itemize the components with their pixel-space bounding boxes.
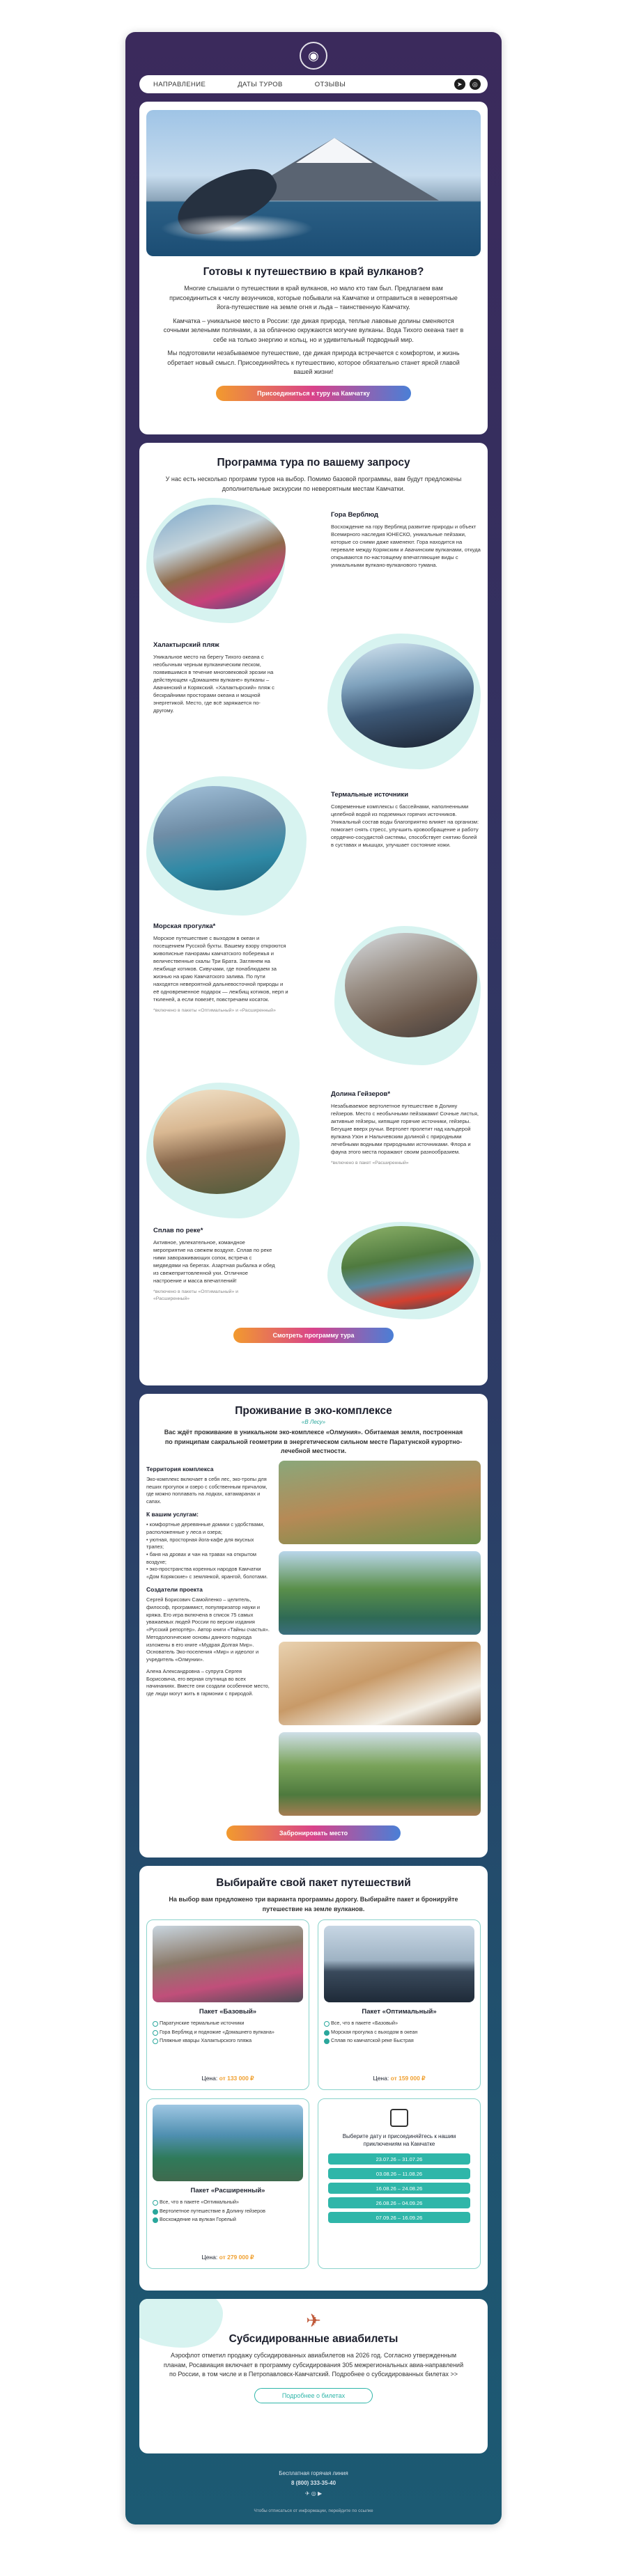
package-bullet: Все, что в пакете «Базовый» <box>331 2020 474 2027</box>
package-basic[interactable] <box>146 1919 309 2090</box>
instagram-icon[interactable]: ◎ <box>470 79 481 90</box>
eco-card <box>139 1394 488 1858</box>
package-bullet: Гора Верблюд и подножие «Домашнего вулкана» <box>160 2029 303 2036</box>
program-item-title: Термальные источники <box>331 791 409 799</box>
territory-text: Эко-комплекс включает в себя лес, эко-тропы для пеших прогулок и озеро с собственным причалом, где можно поплавать на лодках, катамаранах и сапах. <box>146 1475 268 1505</box>
package-bullet: Все, что в пакете «Оптимальный» <box>160 2199 303 2206</box>
package-extended[interactable] <box>146 2098 309 2269</box>
hero-paragraph-3: Мы подготовили незабываемое путешествие, где дикая природа встречается с комфортом, и жизнь обретает новый смысл. Присоединяйтесь к путешествию, которое обязательно станет яркой главой вашей жизни! <box>167 350 460 375</box>
complex-aerial-image <box>279 1732 481 1816</box>
creators-text-2: Алена Александровна – супруга Сергея Борисовича, его верная спутница во всех начинаниях. Вместе они создали особенное место, где люди могут жить в гармонии с природой. <box>146 1667 270 1697</box>
package-basic-image <box>153 1926 303 2002</box>
creators-title: Создатели проекта <box>146 1585 203 1593</box>
package-bullet: Сплав по камчатской реке Быстрая <box>331 2037 474 2044</box>
package-bullet: Вертолетное путешествие в Долину гейзеров <box>160 2208 303 2215</box>
nav-link-reviews[interactable]: ОТЗЫВЫ <box>314 80 346 88</box>
service-item: • комфортные деревянные домики с удобствами, расположенные у леса и озера; <box>146 1521 265 1535</box>
program-intro: У нас есть несколько программ туров на выбор. Помимо базовой программы, вам будут предложены дополнительные экскурсии по невероятным местам Камчатки. <box>165 476 462 492</box>
date-option[interactable]: 07.09.26 – 16.09.26 <box>328 2212 470 2223</box>
nav-link-dates[interactable]: ДАТЫ ТУРОВ <box>238 80 283 88</box>
telegram-icon[interactable]: ➤ <box>454 79 465 90</box>
eco-title: Проживание в эко-комплексе <box>235 1405 392 1417</box>
program-card <box>139 443 488 1385</box>
program-item-title: Халактырский пляж <box>153 641 219 649</box>
service-item: • баня на дровах и чан на травах на открытом воздухе; <box>146 1551 256 1565</box>
packages-intro: На выбор вам предложено три варианта программы дорогу. Выбирайте пакет и бронируйте путешествие на земле вулканов. <box>169 1896 458 1913</box>
package-optimal-image <box>324 1926 474 2002</box>
email-page <box>125 32 502 2524</box>
program-item-text: Современные комплексы с бассейнами, наполненными целебной водой из подземных горячих источников. Уникальный состав воды благоприятно влияет на организм: помогает снять стресс, улучшить кровообращение и работу сердечно-сосудистой системы, способствует снятию болей в суставах и мышцах, улучшает состояние кожи. <box>331 803 479 848</box>
eco-intro: Вас ждёт проживание в уникальном эко-комплексе «Олмуния». Обитаемая земля, построенная по принципам сакральной геометрии в энергетическом сильном месте Паратунской курортно-лечебной местности. <box>164 1429 463 1454</box>
book-place-button[interactable]: Забронировать место <box>226 1825 401 1841</box>
package-price: Цена: от 133 000 ₽ <box>201 2075 254 2082</box>
packages-title: Выбирайте свой пакет путешествий <box>216 1877 411 1889</box>
service-item: • уютная, просторная йога-кафе для вкусных трапез; <box>146 1536 254 1550</box>
package-name: Пакет «Базовый» <box>199 2008 257 2016</box>
program-title: Программа тура по вашему запросу <box>217 457 410 469</box>
hero-paragraph-2: Камчатка – уникальное место в России: где дикая природа, теплые лавовые долины сменяются сочными зелеными полянами, а за облачною окружаются могучие вулканы. Вода Тихого океана тает в себе на только энергию и кольц, но и удивительный подводный мир. <box>163 317 464 343</box>
top-nav <box>139 75 488 93</box>
date-option[interactable]: 23.07.26 – 31.07.26 <box>328 2153 470 2165</box>
date-option[interactable]: 26.08.26 – 04.09.26 <box>328 2197 470 2208</box>
package-bullet: Восхождение на вулкан Горелый <box>160 2216 303 2223</box>
program-item-title: Сплав по реке* <box>153 1227 203 1234</box>
hotline-phone[interactable]: 8 (800) 333-35-40 <box>291 2480 336 2487</box>
hero-paragraph-1: Многие слышали о путешествии в край вулканов, но мало кто там был. Предлагаем вам присоединиться к числу везунчиков, которые побывали на Камчатке и отправиться в невероятные йога-путешествие на земле огня и льда – таинственную Камчатку. <box>169 285 458 311</box>
package-optimal[interactable] <box>318 1919 481 2090</box>
join-tour-button[interactable]: Присоединиться к туру на Камчатку <box>216 386 411 401</box>
package-bullet: Морская прогулка с выходом в океан <box>331 2029 474 2036</box>
dates-intro: Выберите дату и присоединяйтесь к нашим приключениям на Камчатке <box>342 2133 456 2148</box>
hero-card <box>139 102 488 434</box>
room-interior-image <box>279 1642 481 1725</box>
program-item-text: Уникальное место на берегу Тихого океана с необычным черным вулканическим песком, появившимся в течение многовековой эрозии на действующем «Домашнем вулкане» вулканы – Авачинский и Корякский. «Халактырский» пляж с бескрайними просторами океана и мощной энергетикой. Место, где всё заряжается по-другому. <box>153 653 274 714</box>
program-item-note: *включено в пакет «Расширенный» <box>331 1160 409 1165</box>
flights-card <box>139 2299 488 2453</box>
footer-social-icons[interactable]: ✈ ◎ ▶ <box>304 2490 323 2497</box>
program-item-title: Гора Верблюд <box>331 511 379 519</box>
program-item-note: *включено в пакеты «Оптимальный» и «Расширенный» <box>153 1007 276 1013</box>
hero-title: Готовы к путешествию в край вулканов? <box>203 266 424 278</box>
program-item-text: Восхождение на гору Верблюд развитие природы и объект Всемирного наследия ЮНЕСКО, уникальные пейзажи, которые со сними даже каменеют. Гора находится на перевале между Корякским и Авачинским вулканами, откуда открываются по-настоящему впечатляющие виды с уникальными вулкано-вулканового тумана. <box>331 523 481 568</box>
package-extended-image <box>153 2105 303 2181</box>
package-name: Пакет «Оптимальный» <box>362 2008 437 2016</box>
program-item-title: Морская прогулка* <box>153 922 216 930</box>
dates-panel <box>318 2098 481 2269</box>
package-bullet: Пляжные кварцы Халактырского пляжа <box>160 2037 303 2044</box>
hotline-label: Бесплатная горячая линия <box>279 2470 348 2476</box>
brand-logo[interactable]: ◉ <box>300 42 327 70</box>
program-item-text: Активное, увлекательное, командное мероприятие на свежем воздухе. Сплав по реке ними завораживающих сопок, встреча с медведями на берегах. Азартная рыбалка и обед из свежепригтовленной ухи. Отличное настроение и масса впечатлений! <box>153 1239 275 1284</box>
program-item-title: Долина Гейзеров* <box>331 1090 391 1098</box>
nav-link-direction[interactable]: НАПРАВЛЕНИЕ <box>153 80 206 88</box>
packages-card <box>139 1866 488 2291</box>
program-item-text: Морское путешествие с выходом в океан и посещением Русской бухты. Вашему взору откроются живописные панорамы камчатского побережья и величественные скалы Три Брата. Заглянем на лежбище котиков. Сивучами, где понаблюдаем за жизнью на краю Камчатского залива. По пути находятся невероятной дальневосточной природы и её одновременное подарок — лежбищ котиков, нерп и тюленей, а если повезёт, повстречаем косаток. <box>153 934 288 1003</box>
lake-image <box>279 1551 481 1635</box>
flights-text: Аэрофлот отметил продажу субсидированных авиабилетов на 2026 год. Согласно утвержденным планам, Росавиация включает в программу субсидирования 305 межрегиональных авиа-направлений по России, в том числе и в Петропавловск-Камчатский. Подробнее о субсидированных билетах >> <box>163 2352 464 2378</box>
cabins-image <box>279 1461 481 1544</box>
program-item-text: Незабываемое вертолетное путешествие в Долину гейзеров. Место с необычными пейзажами! Сочные листья, активные гейзеры, кипящие горячие источники, гейзеры. Бегущие вверх ручьи. Вертолет пролетит над кальдерой вулкана Узон и Налычевским долиной с природными лечебными водными природными источниками. Флора и фауна этого места поражают своим разнообразием. <box>331 1102 479 1155</box>
view-program-button[interactable]: Смотреть программу тура <box>233 1328 394 1343</box>
package-price: Цена: от 159 000 ₽ <box>373 2075 426 2082</box>
calendar-icon <box>390 2109 408 2127</box>
flights-details-button[interactable]: Подробнее о билетах <box>254 2388 373 2403</box>
service-item: • эко-пространства коренных народов Камчатки «Дом Корякские» с землянкой, ярангой, болотами. <box>146 1566 268 1580</box>
creators-text: Сергей Борисович Самойленко – целитель, философ, программист, популяризатор науки и кряжа. Его игра включена в список 75 самых уважаемых людей России по версии издания «Русский репортёр». Автор книги «Тайны счастья». Методологические основы данного подхода изложены в его книге «Мудрая Долгая Мир». Основатель Эко-поселения «Мир» и идеолог и учредитель «Олмунии». <box>146 1596 270 1663</box>
package-name: Пакет «Расширенный» <box>190 2187 265 2194</box>
date-option[interactable]: 03.08.26 – 11.08.26 <box>328 2168 470 2179</box>
territory-title: Территория комплекса <box>146 1465 214 1472</box>
unsubscribe-text[interactable]: Чтобы отписаться от информации, перейдите по ссылке <box>254 2508 373 2514</box>
services-title: К вашим услугам: <box>146 1510 199 1518</box>
program-item-note: *включено в пакеты «Оптимальный» и «Расширенный» <box>153 1289 238 1301</box>
airplane-icon: ✈ <box>306 2310 321 2331</box>
hero-image <box>146 110 481 256</box>
eco-subtitle: «В Лесу» <box>301 1419 326 1425</box>
date-option[interactable]: 16.08.26 – 24.08.26 <box>328 2183 470 2194</box>
package-price: Цена: от 279 000 ₽ <box>201 2254 254 2261</box>
flights-title: Субсидированные авиабилеты <box>229 2333 398 2345</box>
package-bullet: Паратунские термальные источники <box>160 2020 303 2027</box>
